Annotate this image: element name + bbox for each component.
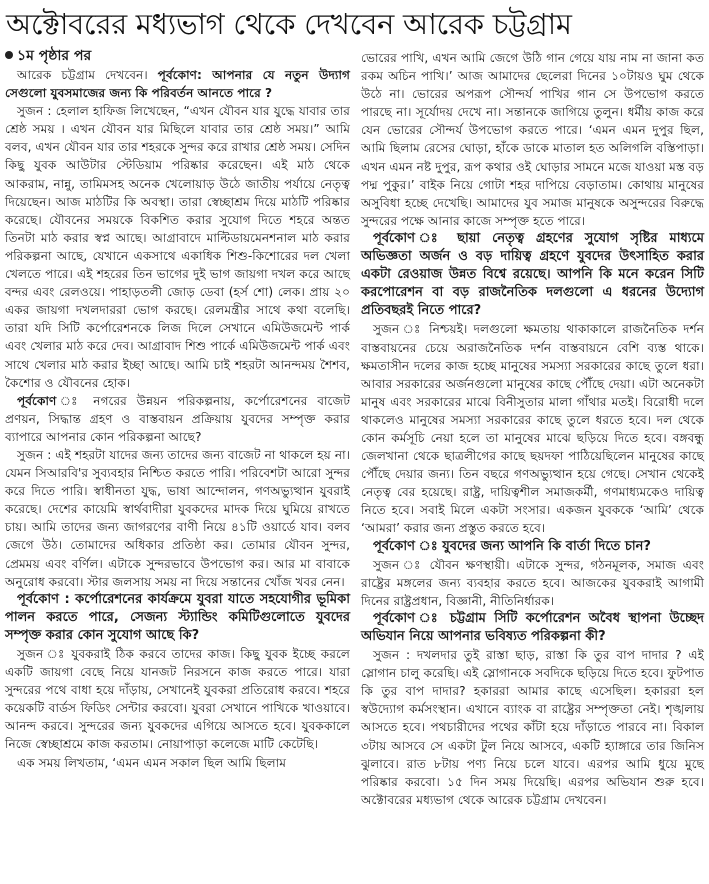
right-column bbox=[361, 49, 704, 809]
answer-paragraph: সুজন ঃ যৌবন ক্ষণস্থায়ী। এটাকে সুন্দর, গঠনমূলক, সমাজ এবং রাষ্ট্রের মঙ্গলের জন্য ব্যবহার করতে হবে। আজকের যুবকরাই আগামী দিনের রাষ্ট্রপ্রধান, বিজ্ঞানী, নীতিনির্ধারক। bbox=[361, 557, 704, 608]
intro-text: আরেক চট্টগ্রাম দেখবেন। bbox=[17, 68, 158, 82]
question-paragraph: পূর্বকোণ : কর্পোরেশনের কার্যক্রমে যুবরা যাতে সহযোগীর ভূমিকা পালন করতে পারে, সেজন্য স্ট্যান্ডিং কমিটিগুলোতে যুবদের সম্পৃক্ত করার কোন সুযোগ আছে কি? bbox=[5, 591, 350, 643]
answer-paragraph: সুজন : এই শহরটা যাদের জন্য তাদের জন্য বাজেট না থাকলে হয় না। যেমন সিআরবি'র সুব্যবহার নিশ্চিত করতে পারি। পরিবেশটা আরো সুন্দর করে দিতে পারি। স্বাধীনতা যুদ্ধ, ভাষা আন্দোলন, গণঅভ্যুত্থান যুবরাই করেছে। দেশের কায়েমি স্বার্থবাদীরা যুবকদের মাদক দিয়ে ঘুমিয়ে রাখতে চায়। আমি তাদের জন্য জাগরণের বাণী নিয়ে ৪১টি ওয়ার্ডে যাব। বলব জেগে উঠ। তোমাদের অধিকার প্রতিষ্ঠা কর। তোমার যৌবন সুন্দর, প্রেমময় এবং বর্ণিল। এটাকে সুন্দরভাবে উপভোগ কর। আর মা বাবাকে অনুরোধ করবো। স্টার জলসায় সময় না দিয়ে সন্তানের খোঁজ খবর নেন। bbox=[5, 447, 350, 589]
answer-paragraph: এক সময় লিখতাম, ‘এমন এমন সকাল ছিল আমি ছিলাম bbox=[17, 755, 287, 770]
article-headline: অক্টোবরের মধ্যভাগ থেকে দেখবেন আরেক চট্টগ্রাম bbox=[6, 7, 572, 41]
continuation-paragraph: ভোরের পাখি, এখন আমি জেগে উঠি গান গেয়ে যায় নাম না জানা কত রকম অচিন পাখি।’ আজ আমাদের ছেলেরা দিনের ১০টায়ও ঘুম থেকে উঠে না। ভোরের অপরূপ সৌন্দর্য পাখির গান সে উপভোগ করতে পারছে না। সূর্যোদয় দেখে না। সন্তানকে জাগিয়ে তুলুন। ধর্মীয় কাজ করে যেন ভোরের সৌন্দর্য উপভোগ করতে পারে। ‘এমন এমন দুপুর ছিল, আমি ছিলাম রেসের ঘোড়া, হাঁকে ডাকে মাতাল হত অলিগলি বস্তিপাড়া। এখন এমন নষ্ট দুপুর, রূপ কথার ওই ঘোড়ার সামনে মজে যাওয়া মস্ত বড় পদ্ম পুকুর।’ বাইক নিয়ে গোটা শহর দাপিয়ে বেড়াতাম। কোথায় মানুষের অসুবিধা হচ্ছে দেখেছি। আমাদের যুব সমাজ মানুষকে অসুন্দরের বিরুদ্ধে সুন্দরের পক্ষে আনার কাজে সম্পৃক্ত হতে পারে। bbox=[361, 51, 704, 228]
continued-from-label bbox=[5, 46, 350, 66]
paragraph-intro-question bbox=[5, 66, 350, 102]
question-text: আপনার যে নতুন উদ্যাগ সেগুলো যুবসমাজের জন্য কি পরিবর্তন আনতে পারে ? bbox=[5, 68, 350, 101]
question-paragraph bbox=[5, 392, 350, 446]
answer-paragraph: সুজন : হেলাল হাফিজ লিখেছেন, “এখন যৌবন যার যুদ্ধে যাবার তার শ্রেষ্ঠ সময় । এখন যৌবন যার মিছিলে যাবার তার শ্রেষ্ঠ সময়।” আমি বলব, এখন যৌবন যার তার শহরকে সুন্দর করে রাখার শ্রেষ্ঠ সময়। সেদিন কিছু যুবক আউটার স্টেডিয়াম পরিষ্কার করেছেন। এই মাঠ থেকে আকরাম, নান্নু, তামিমসহ অনেক খেলোয়াড় উঠে জাতীয় পর্যায়ে নেতৃত্ব দিয়েছেন। আজ মাঠটির কি অবস্থা। তারা স্বেচ্ছাশ্রম দিয়ে মাঠটি পরিষ্কার করেছে। যৌবনের সময়কে বিকশিত করার সুযোগ দিতে শহরে অন্তত তিনটা মাঠ করার স্বপ্ন আছে। আগ্রাবাদে মাল্টিডায়মেনশনাল মাঠ করার পরিকল্পনা আছে, যেখানে একসাথে একাধিক শিশু-কিশোরের দল খেলা খেলতে পারে। এই শহরের তিন ভাগের দুই ভাগ জায়গা দখল করে আছে বন্দর এবং রেলওয়ে। পাহাড়তলী জোড় ডেবা (হর্স শো) লেক। প্রায় ২০ একর জায়গা দখলদাররা ভোগ করছে। রেলমন্ত্রীর সাথে কথা বলেছি। তারা যদি সিটি কর্পোরেশনকে লিজ দিলে সেখানে এমিউজমেন্ট পার্ক এবং খেলার মাঠ করে দেব। আগ্রাবাদ শিশু পার্কে এমিউজমেন্ট পার্ক এবং সাথে খেলার মাঠ করার ইচ্ছা আছে। আমি চাই শহরটা আনন্দময় শৈশব, কৈশোর ও যৌবনের হোক। bbox=[5, 104, 350, 390]
question-paragraph: পূর্বকোণ ঃ যুবদের জন্য আপনি কি বার্তা দিতে চান? bbox=[373, 538, 651, 554]
question-text: ঃ নগরের উন্নয়ন পরিকল্পনায়, কর্পোরেশনের বাজেট প্রণয়ন, সিদ্ধান্ত গ্রহণ ও বাস্তবায়ন প্রক্রিয়ায় যুবদের সম্পৃক্ত করার ব্যাপারে আপনার কোন পরিকল্পনা আছে? bbox=[5, 393, 350, 444]
question-label: পূর্বকোণ: bbox=[157, 68, 202, 82]
answer-paragraph: সুজন ঃ নিশ্চয়ই। দলগুলো ক্ষমতায় থাকাকালে রাজনৈতিক দর্শন বাস্তবায়নের চেয়ে অরাজনৈতিক দর্শন বাস্তবায়নে বেশি ব্যস্ত থাকে। ক্ষমতাসীন দলের কাজ হচ্ছে মানুষের সমস্যা সরকারের কাছে তুলে ধরা। আবার সরকারের অর্জনগুলো মানুষের কাছে পৌঁছে দেয়া। এটা অনেকটা মানুষ এবং সরকারের মাঝে বিনীসুতার মালা গাঁথার মতই। বিরোধী দলে থাকলেও মানুষের সমস্যা সরকারের কাছে তুলে ধরতে হবে। দল থেকে কোন কর্মসূচি নেয়া হলে তা মানুষের মাঝে ছড়িয়ে দিতে হবে। বঙ্গবন্ধু জেলখানা থেকে ছাত্রলীগের কাছে ছয়দফা পাঠিয়েছিলেন মানুষের কাছে পৌঁছে দেয়ার জন্য। তিন বছরে গণঅভ্যুত্থান হয়ে গেছে। সেখান থেকেই নেতৃত্ব বের হয়েছে। রাষ্ট্র, দায়িত্বশীল সমাজকর্মী, গণমাধ্যমকেও দায়িত্ব নিতে হবে। সবাই মিলে একটা সংসার। একজন যুবককে ‘আমি’ থেকে ‘আমরা’ করার জন্য প্রস্তুত করতে হবে। bbox=[361, 322, 704, 536]
answer-paragraph: সুজন : দখলদার তুই রাস্তা ছাড়, রাস্তা কি তুর বাপ দাদার ? এই স্লোগান চালু করেছি। এই স্লোগানকে সবদিকে ছড়িয়ে দিতে হবে। ফুটপাত কি তুর বাপ দাদার? হকাররা আমার কাছে এসেছিল। হকাররা হল স্বউদ্যোগ কর্মসংস্থান। এখানে ব্যাংক বা রাষ্ট্রের সম্পৃক্ততা নেই। শৃঙ্খলায় আসতে হবে। পথচারীদের পথের কাঁটা হয়ে দাঁড়াতে পারবে না। বিকাল ৩টায় আসবে সে একটা টুল নিয়ে আসবে, একটি হ্যাঙ্গারে তার জিনিস ঝুলাবে। রাত ৮টায় পণ্য নিয়ে চলে যাবে। এরপর আমি ধুয়ে মুছে পরিষ্কার করবো। ১৫ দিন সময় দিয়েছি। এরপর অভিযান শুরু হবে। অক্টোবরের মধ্যভাগ থেকে আরেক চট্টগ্রাম দেখবেন। bbox=[361, 648, 704, 807]
continued-from-text: ১ম পৃষ্ঠার পর bbox=[17, 48, 92, 64]
question-paragraph: পূর্বকোণ ঃ চট্টগ্রাম সিটি কর্পোরেশন অবৈধ স্থাপনা উচ্ছেদ অভিযান নিয়ে আপনার ভবিষ্যত পরিকল্পনা কী? bbox=[361, 610, 704, 644]
question-label: পূর্বকোণ bbox=[17, 393, 57, 408]
answer-paragraph: সুজন ঃ যুবকরাই ঠিক করবে তাদের কাজ। কিছু যুবক ইচ্ছে করলে একটি জায়গা বেছে নিয়ে যানজট নিরসনে কাজ করতে পারে। যারা সুন্দরের পথে বাধা হয়ে দাঁড়ায়, সেখানেই যুবকরা প্রতিরোধ করবে। শহরে কয়েকটি বার্ডস ফিডিং সেন্টার করবো। যুবরা সেখানে পাখিকে খাওয়াবে। আনন্দ করবে। সুন্দরের জন্য যুবকদের এগিয়ে আসতে হবে। যুবককালে নিজে স্বেচ্ছাশ্রমে কাজ করতাম। নোয়াপাড়া কলেজে মাটি কেটেছি। bbox=[5, 647, 350, 752]
bullet-icon bbox=[5, 51, 13, 59]
left-column bbox=[5, 46, 350, 772]
question-paragraph: পূর্বকোণ ঃ ছায়া নেতৃত্ব গ্রহণের সুযোগ সৃষ্টির মাধ্যমে অভিজ্ঞতা অর্জন ও বড় দায়িত্ব গ্রহণে যুবদের উৎসাহিত করার একটা রেওয়াজ উন্নত বিশ্বে রয়েছে। আপনি কি মনে করেন সিটি করপোরেশন বা বড় রাজনৈতিক দলগুলো এ ধরনের উদ্যোগ প্রতিবছরই নিতে পারে? bbox=[361, 230, 704, 319]
